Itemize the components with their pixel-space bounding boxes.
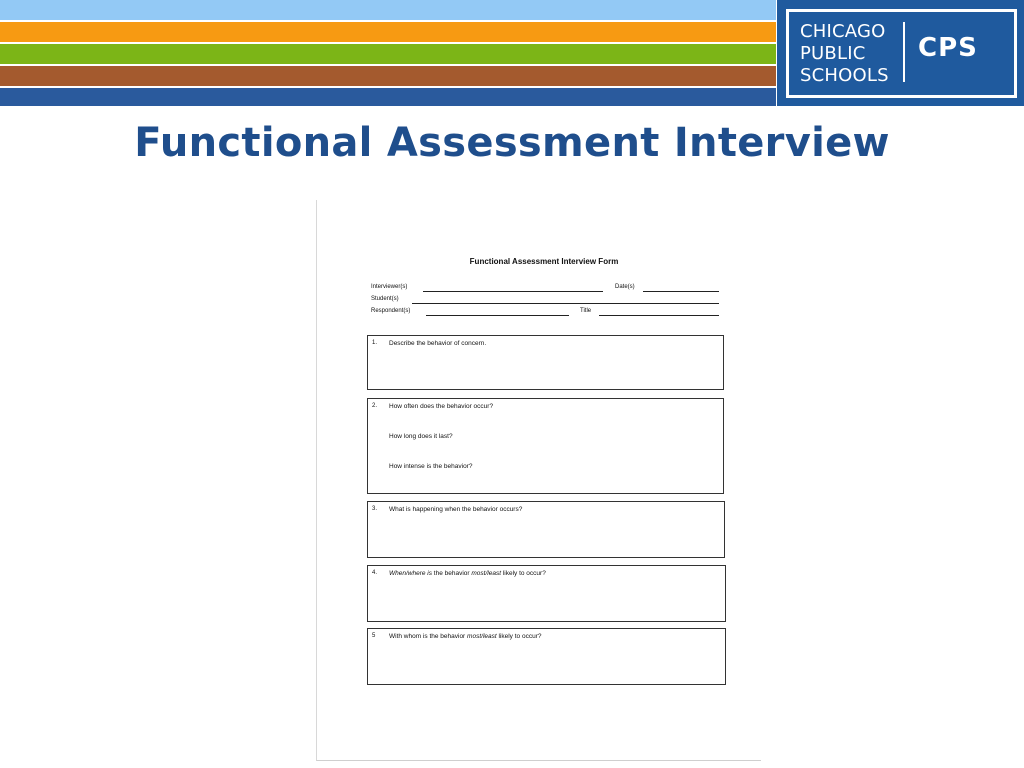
line-student bbox=[412, 303, 719, 304]
question-box-1 bbox=[367, 335, 724, 390]
label-dates: Date(s) bbox=[615, 284, 635, 290]
emphasis-most-least: most/least bbox=[467, 633, 497, 640]
logo-line-public: PUBLIC bbox=[800, 43, 866, 64]
text-segment: With whom is the behavior bbox=[389, 633, 468, 640]
text-segment: likely to occur? bbox=[501, 570, 546, 577]
stripe-light-blue bbox=[0, 0, 776, 20]
question-number: 2. bbox=[372, 403, 378, 409]
text-segment: likely to occur? bbox=[496, 633, 542, 640]
label-respondents: Respondent(s) bbox=[371, 308, 411, 314]
label-interviewers: Interviewer(s) bbox=[371, 284, 408, 290]
question-text: How often does the behavior occur? bbox=[389, 403, 494, 410]
question-number: 3. bbox=[372, 506, 378, 512]
line-interviewers bbox=[423, 291, 603, 292]
question-number: 5 bbox=[372, 633, 376, 639]
question-number: 4. bbox=[372, 570, 378, 576]
logo-line-chicago: CHICAGO bbox=[800, 21, 886, 42]
label-student: Student(s) bbox=[371, 296, 399, 302]
stripe-blue bbox=[0, 88, 776, 106]
form-title: Functional Assessment Interview Form bbox=[469, 257, 619, 266]
question-subtext-intensity: How intense is the behavior? bbox=[389, 463, 473, 470]
logo-line-schools: SCHOOLS bbox=[800, 65, 889, 86]
emphasis-when-where: When/where is bbox=[389, 570, 432, 577]
question-text bbox=[389, 633, 541, 640]
line-respondents bbox=[426, 315, 569, 316]
stripe-orange bbox=[0, 22, 776, 42]
question-box-2 bbox=[367, 398, 724, 494]
slide-title: Functional Assessment Interview bbox=[134, 120, 890, 166]
question-box-3 bbox=[367, 501, 725, 558]
question-text bbox=[389, 570, 546, 577]
line-dates bbox=[643, 291, 719, 292]
logo-divider bbox=[903, 22, 905, 82]
question-text: Describe the behavior of concern. bbox=[389, 340, 487, 347]
stripe-green bbox=[0, 44, 776, 64]
line-title bbox=[599, 315, 719, 316]
logo-abbreviation: CPS bbox=[918, 33, 978, 63]
text-segment: the behavior bbox=[432, 570, 472, 577]
stripe-brown bbox=[0, 66, 776, 86]
label-title: Title bbox=[580, 308, 592, 314]
question-box-5 bbox=[367, 628, 726, 685]
logo-frame bbox=[786, 9, 1017, 98]
cps-logo bbox=[777, 0, 1024, 106]
question-text: What is happening when the behavior occurs? bbox=[389, 506, 523, 513]
question-subtext-duration: How long does it last? bbox=[389, 433, 453, 440]
scanned-form bbox=[316, 200, 761, 761]
emphasis-most-least: most/least bbox=[471, 570, 502, 577]
header-stripes bbox=[0, 0, 776, 108]
question-box-4 bbox=[367, 565, 726, 622]
question-number: 1. bbox=[372, 340, 378, 346]
logo-wordmark bbox=[800, 21, 889, 87]
